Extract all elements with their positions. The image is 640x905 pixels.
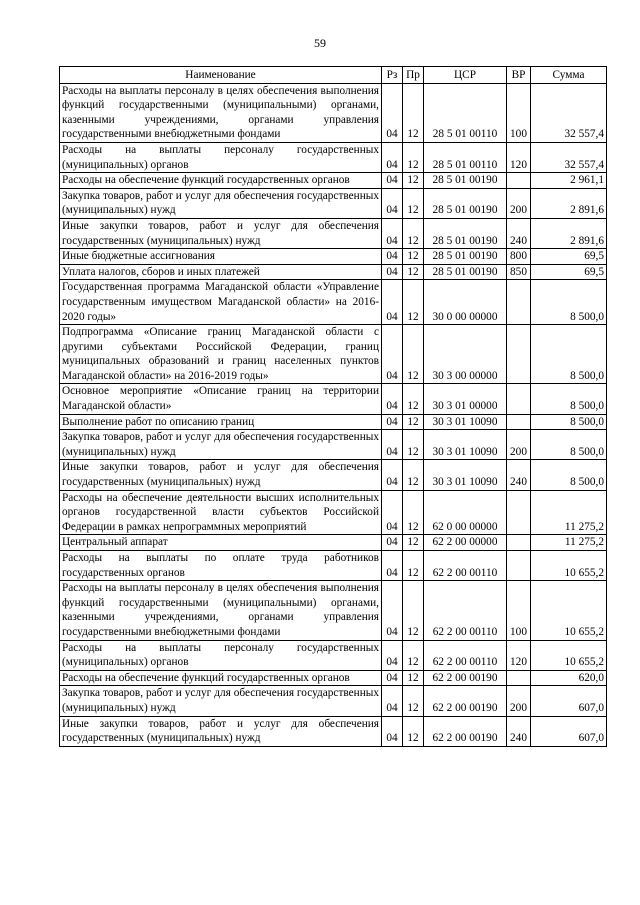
table-row [60,670,607,686]
cell-csr: 28 5 01 00110 [424,142,507,172]
cell-sum: 607,0 [531,686,607,716]
cell-name: Иные бюджетные ассигнования [60,249,382,265]
cell-vr [507,173,531,189]
cell-csr: 62 2 00 00000 [424,535,507,551]
cell-vr [507,535,531,551]
cell-pr: 12 [403,264,424,280]
cell-rz: 04 [382,280,403,325]
cell-vr [507,384,531,414]
cell-sum: 8 500,0 [531,414,607,430]
cell-name: Расходы на обеспечение функций государственных органов [60,173,382,189]
cell-vr [507,414,531,430]
cell-vr: 240 [507,460,531,490]
cell-pr: 12 [403,551,424,581]
cell-sum: 32 557,4 [531,83,607,142]
table-row [60,142,607,172]
cell-name: Закупка товаров, работ и услуг для обеспечения государственных (муниципальных) нужд [60,430,382,460]
cell-pr: 12 [403,384,424,414]
cell-name: Выполнение работ по описанию границ [60,414,382,430]
cell-rz: 04 [382,551,403,581]
cell-pr: 12 [403,430,424,460]
cell-csr: 30 0 00 00000 [424,280,507,325]
cell-sum: 69,5 [531,249,607,265]
cell-pr: 12 [403,188,424,218]
budget-table [59,66,607,747]
cell-rz: 04 [382,83,403,142]
table-row [60,460,607,490]
cell-rz: 04 [382,173,403,189]
cell-rz: 04 [382,430,403,460]
cell-vr: 240 [507,716,531,746]
cell-csr: 30 3 01 10090 [424,414,507,430]
table-row [60,83,607,142]
table-row [60,325,607,384]
cell-vr: 800 [507,249,531,265]
cell-pr: 12 [403,414,424,430]
cell-rz: 04 [382,535,403,551]
cell-rz: 04 [382,249,403,265]
cell-name: Расходы на выплаты по оплате труда работников государственных органов [60,551,382,581]
cell-vr: 850 [507,264,531,280]
header-name: Наименование [60,67,382,84]
cell-sum: 10 655,2 [531,640,607,670]
cell-vr: 200 [507,188,531,218]
cell-sum: 2 961,1 [531,173,607,189]
cell-vr: 200 [507,686,531,716]
cell-csr: 30 3 01 10090 [424,430,507,460]
table-header-row [60,67,607,84]
header-csr: ЦСР [424,67,507,84]
cell-vr: 120 [507,640,531,670]
cell-name: Государственная программа Магаданской области «Управление государственным имуществом Магаданской области» на 2016-2020 годы» [60,280,382,325]
header-vr: ВР [507,67,531,84]
cell-pr: 12 [403,581,424,640]
cell-sum: 2 891,6 [531,188,607,218]
cell-sum: 32 557,4 [531,142,607,172]
cell-pr: 12 [403,325,424,384]
cell-rz: 04 [382,218,403,248]
cell-name: Основное мероприятие «Описание границ на территории Магаданской области» [60,384,382,414]
table-row [60,384,607,414]
cell-vr [507,490,531,535]
cell-rz: 04 [382,460,403,490]
page-number: 59 [314,36,326,50]
cell-vr: 100 [507,83,531,142]
cell-sum: 8 500,0 [531,460,607,490]
cell-csr: 30 3 00 00000 [424,325,507,384]
cell-pr: 12 [403,490,424,535]
cell-csr: 62 2 00 00110 [424,551,507,581]
cell-name: Иные закупки товаров, работ и услуг для обеспечения государственных (муниципальных) нужд [60,218,382,248]
cell-rz: 04 [382,325,403,384]
table-row [60,716,607,746]
cell-csr: 28 5 01 00190 [424,249,507,265]
cell-pr: 12 [403,218,424,248]
cell-csr: 28 5 01 00190 [424,218,507,248]
cell-vr: 100 [507,581,531,640]
table-row [60,218,607,248]
cell-sum: 10 655,2 [531,581,607,640]
cell-rz: 04 [382,384,403,414]
cell-sum: 8 500,0 [531,280,607,325]
cell-name: Расходы на выплаты персоналу в целях обеспечения выполнения функций государственными (муниципальными) органами, казенными учреждениями, органами управления государственными внебюджетными фондами [60,83,382,142]
table-row [60,188,607,218]
cell-pr: 12 [403,535,424,551]
cell-pr: 12 [403,670,424,686]
table-row [60,490,607,535]
cell-rz: 04 [382,670,403,686]
cell-name: Центральный аппарат [60,535,382,551]
cell-name: Расходы на выплаты персоналу государственных (муниципальных) органов [60,142,382,172]
cell-sum: 11 275,2 [531,490,607,535]
cell-rz: 04 [382,142,403,172]
table-row [60,414,607,430]
cell-name: Расходы на выплаты персоналу государственных (муниципальных) органов [60,640,382,670]
cell-sum: 8 500,0 [531,430,607,460]
cell-name: Расходы на обеспечение деятельности высших исполнительных органов государственной власти субъектов Российской Федерации в рамках непрограммных мероприятий [60,490,382,535]
cell-vr [507,280,531,325]
cell-pr: 12 [403,686,424,716]
cell-csr: 30 3 01 00000 [424,384,507,414]
cell-rz: 04 [382,490,403,535]
cell-sum: 8 500,0 [531,325,607,384]
cell-rz: 04 [382,264,403,280]
cell-name: Расходы на обеспечение функций государственных органов [60,670,382,686]
cell-vr: 200 [507,430,531,460]
cell-csr: 62 2 00 00110 [424,640,507,670]
table-row [60,430,607,460]
cell-pr: 12 [403,173,424,189]
cell-name: Иные закупки товаров, работ и услуг для обеспечения государственных (муниципальных) нужд [60,460,382,490]
cell-vr [507,551,531,581]
cell-pr: 12 [403,142,424,172]
cell-pr: 12 [403,460,424,490]
table-row [60,249,607,265]
cell-csr: 62 2 00 00190 [424,716,507,746]
cell-sum: 607,0 [531,716,607,746]
cell-name: Подпрограмма «Описание границ Магаданской области с другими субъектами Российской Федерации, границ муниципальных образований и границ населенных пунктов Магаданской области» на 2016-2019 годы» [60,325,382,384]
header-sum: Сумма [531,67,607,84]
cell-csr: 28 5 01 00190 [424,264,507,280]
cell-rz: 04 [382,581,403,640]
table-body [60,83,607,746]
cell-csr: 62 2 00 00190 [424,670,507,686]
header-rz: Рз [382,67,403,84]
cell-sum: 69,5 [531,264,607,280]
cell-sum: 11 275,2 [531,535,607,551]
cell-name: Иные закупки товаров, работ и услуг для обеспечения государственных (муниципальных) нужд [60,716,382,746]
table-row [60,173,607,189]
table-row [60,535,607,551]
cell-name: Закупка товаров, работ и услуг для обеспечения государственных (муниципальных) нужд [60,188,382,218]
table-row [60,551,607,581]
cell-csr: 28 5 01 00190 [424,173,507,189]
cell-pr: 12 [403,716,424,746]
cell-rz: 04 [382,716,403,746]
cell-sum: 10 655,2 [531,551,607,581]
cell-csr: 62 2 00 00190 [424,686,507,716]
cell-vr [507,325,531,384]
cell-rz: 04 [382,686,403,716]
table-row [60,640,607,670]
cell-csr: 62 2 00 00110 [424,581,507,640]
cell-pr: 12 [403,280,424,325]
cell-csr: 30 3 01 10090 [424,460,507,490]
cell-sum: 2 891,6 [531,218,607,248]
cell-pr: 12 [403,249,424,265]
cell-csr: 28 5 01 00110 [424,83,507,142]
cell-sum: 620,0 [531,670,607,686]
header-pr: Пр [403,67,424,84]
cell-rz: 04 [382,188,403,218]
cell-rz: 04 [382,640,403,670]
cell-vr: 240 [507,218,531,248]
cell-csr: 62 0 00 00000 [424,490,507,535]
cell-vr [507,670,531,686]
cell-sum: 8 500,0 [531,384,607,414]
table-row [60,280,607,325]
table-row [60,264,607,280]
table-row [60,686,607,716]
cell-rz: 04 [382,414,403,430]
table-row [60,581,607,640]
cell-vr: 120 [507,142,531,172]
cell-csr: 28 5 01 00190 [424,188,507,218]
cell-pr: 12 [403,83,424,142]
cell-name: Закупка товаров, работ и услуг для обеспечения государственных (муниципальных) нужд [60,686,382,716]
cell-pr: 12 [403,640,424,670]
cell-name: Уплата налогов, сборов и иных платежей [60,264,382,280]
cell-name: Расходы на выплаты персоналу в целях обеспечения выполнения функций государственными (муниципальными) органами, казенными учреждениями, органами управления государственными внебюджетными фондами [60,581,382,640]
